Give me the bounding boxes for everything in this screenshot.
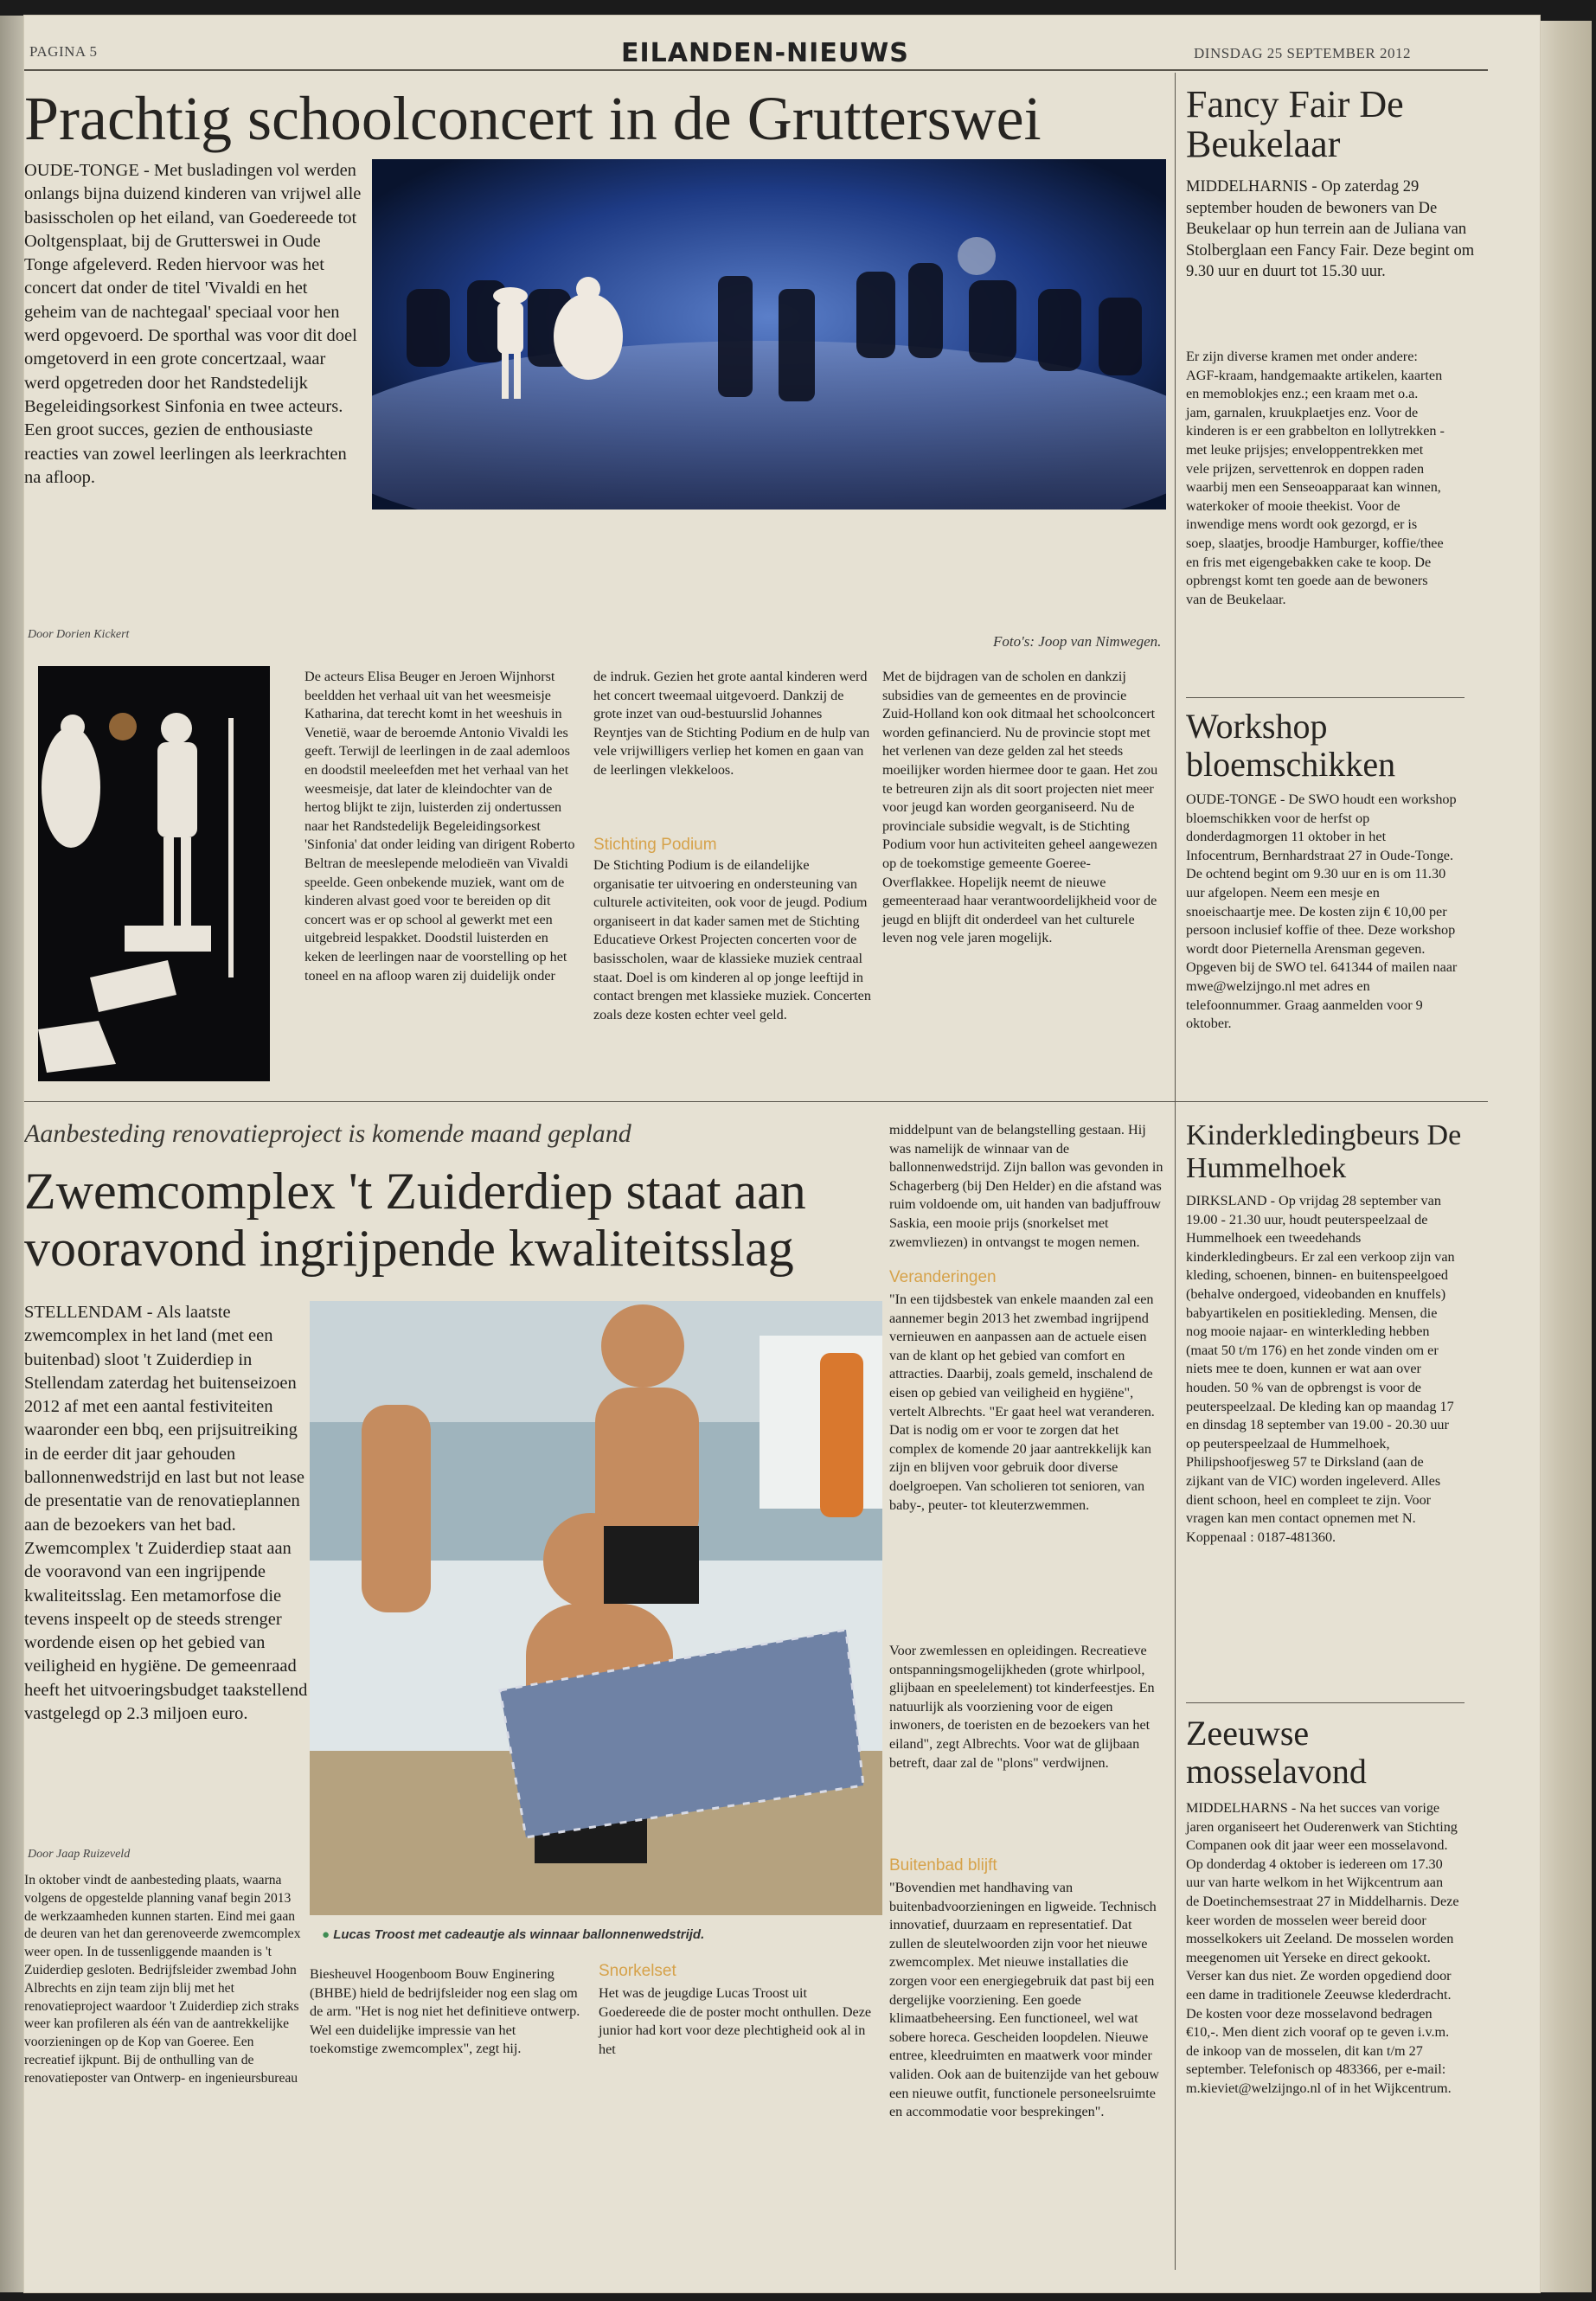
zwem-col-1: Biesheuvel Hoogenboom Bouw Enginering (BHBE) hield de bedrijfsleider nog een slag om de arm. "Het is nog niet het definitieve ontwerp. Wel een duidelijke impressie van het toekomstige zwemcomplex", zegt hij. (310, 1966, 580, 2057)
pool-caption (322, 1927, 704, 1942)
header-rule (24, 69, 1488, 71)
subhead-buitenbad: Buitenbad blijft (889, 1856, 997, 1875)
newspaper-page (24, 16, 1540, 2292)
subhead-stichting-podium: Stichting Podium (593, 836, 717, 854)
kinder-headline: Kinderkledingbeurs De Hummelhoek (1186, 1119, 1462, 1184)
previous-page-edge (0, 16, 24, 2292)
workshop-body: OUDE-TONGE - De SWO houdt een workshop bloemschikken voor de herfst op donderdagmorgen 11 oktober in het Infocentrum, Bernhardstraat 27 in Oude-Tonge. De ochtend begint om 9.30 uur en is om 11.30 uur afgelopen. Neem een mesje en snoeischaartje mee. De kosten zijn € 10,00 per persoon inclusief koffie of thee. Deze workshop wordt door Pieternella Arensman gegeven. Opgeven bij de SWO tel. 641344 of mailen naar mwe@welzijngo.nl met adres en telefoonnummer. Graag aanmelden voor 9 oktober. (1186, 792, 1458, 1032)
section-rule (24, 1101, 1488, 1102)
issue-date: DINSDAG 25 SEPTEMBER 2012 (1194, 45, 1411, 61)
workshop-headline: Workshop bloemschikken (1186, 707, 1396, 784)
zwem-col-3a: middelpunt van de belangstelling gestaan. Hij was namelijk de winnaar van de ballonnenwedstrijd. Zijn ballon was gevonden in Schagerberg (bij Den Helder) en die afstand was ruim voldoende om, uit handen van badjuffrouw Saskia, een mooie prijs (snorkelset met zwemvliezen) in ontvangst te mogen nemen. (889, 1122, 1163, 1250)
zwem-lead: STELLENDAM - Als laatste zwemcomplex in het land (met een buitenbad) sloot 't Zuiderdiep in Stellendam zaterdag het buitenseizoen 2012 af met een aantal festiviteiten waaronder een bbq, een prijsuitreiking in de eerder dit jaar gehouden ballonnenwedstrijd en last but not lease de presentatie van de renovatieplannen aan de bezoekers van het bad. Zwemcomplex 't Zuiderdiep staat aan de vooravond van een ingrijpende kwaliteitsslag. Een metamorfose die tevens inspeelt op de steeds strenger wordende eisen op het gebied van veiligheid en hygiëne. De gemeenraad heeft het uitvoeringsbudget taakstellend vastgelegd op 2.3 miljoen euro. (24, 1303, 308, 1724)
kinder-body: DIRKSLAND - Op vrijdag 28 september van 19.00 - 21.30 uur, houdt peuterspeelzaal de Hummelhoek een tweedehands kinderkledingbeurs. Er zal een verkoop zijn van kleding, schoenen, binnen- en buitenspeelgoed (behalve ondergoed, videobanden en knuffels) babyartikelen en positiekleding. Mensen, die nog mooie najaar- en winterkleding hebben (maat 50 t/m 176) en het zonde vinden om er niets mee te doen, kunnen er wat aan over houden. 50 % van de opbrengst is voor de peuterspeelzaal. De kleding kan op maandag 17 en dinsdag 18 september van 19.00 - 20.30 uur op peuterspeelzaal de Hummelhoek, Philipshoofjesweg 57 te Dirksland (aan de zijkant van de VIC) worden ingeleverd. Alles dient schoon, heel en compleet te zijn. Voor vragen kan men contact opnemen met N. Koppenaal : 0187-481360. (1186, 1193, 1455, 1545)
page-label: PAGINA 5 (29, 43, 98, 60)
concert-byline: Door Dorien Kickert (28, 628, 130, 641)
sidebar-divider (1186, 697, 1465, 698)
mossel-body: MIDDELHARNS - Na het succes van vorige jaren organiseert het Ouderenwerk van Stichting Companen ook dit jaar weer een mosselavond. Op donderdag 4 oktober is iedereen om 17.30 uur van harte welkom in het Wijkcentrum aan de Doetinchemsestraat 27 in Middelharnis. Deze keer worden de mosselen weer bereid door mosselkokers uit Zeeland. De mosselen worden meegenomen uit Yerseke en direct gekookt. Verser kan dus niet. Ze worden opgediend door een dame in traditionele Zeeuwse klederdracht. De kosten voor deze mosselavond bedragen €10,-. Men dient zich vooraf op te geven i.v.m. de inkoop van de mosselen, dit kan t/m 27 september. Telefonisch op 483366, per e-mail: m.kieviet@welzijngo.nl of in het Wijkcentrum. (1186, 1800, 1459, 2096)
pool-photo (310, 1301, 882, 1915)
fancy-fair-body: Er zijn diverse kramen met onder andere: AGF-kraam, handgemaakte artikelen, kaarten en memoblokjes enz.; een kraam met o.a. jam, garnalen, kruukplaetjes enz. Voor de kinderen is er een grabbelton en lollytrekken - met leuke prijsjes; enveloppentrekken met vele prijzen, servettenrok en doppen raden waarbij men een Senseoapparaat kan winnen, waterkoker of mooie theekist. Voor de inwendige mens wordt ook gezorgd, er is soep, slaatjes, broodje Hamburger, koffie/thee en fris met eigengebakken cake te koop. De opbrengst komt ten goede aan de bewoners van de Beukelaar. (1186, 349, 1445, 607)
zwem-col-2: Het was de jeugdige Lucas Troost uit Goedereede die de poster mocht onthullen. Deze junior had kort voor deze plechtigheid ook al in het (599, 1985, 872, 2057)
zwem-byline: Door Jaap Ruizeveld (28, 1848, 131, 1861)
zwem-col-3c: Voor zwemlessen en opleidingen. Recreatieve ontspanningsmogelijkheden (grote whirlpool, glijbaan en speelelement) tot kinderfeestjes. En natuurlijk als voorziening voor de eigen inwoners, de toeristen en de bezoekers van het eiland", zegt Albrechts. Voor wat de glijbaan betreft, daar zal de "plons" verdwijnen. (889, 1643, 1155, 1771)
concert-lead: OUDE-TONGE - Met busladingen vol werden onlangs bijna duizend kinderen van vrijwel alle basisscholen op het eiland, van Goedereede tot Ooltgensplaat, bij de Grutterswei in Oude Tonge afgeleverd. Reden hiervoor was het concert dat onder de titel 'Vivaldi en het geheim van de nachtegaal' speciaal voor hen werd opgevoerd. De sporthal was voor dit doel omgetoverd in een grote concertzaal, waar werd opgetreden door het Randstedelijk Begeleidingsorkest Sinfonia en twee acteurs. Een groot succes, gezien de enthousiaste reacties van zowel leerlingen als leerkrachten na afloop. (24, 161, 362, 487)
zwem-headline: Zwemcomplex 't Zuiderdiep staat aan vooravond ingrijpende kwaliteitsslag (24, 1163, 806, 1277)
masthead: EILANDEN-NIEUWS (621, 38, 909, 68)
zwem-col-3d: "Bovendien met handhaving van buitenbadvoorzieningen en ligweide. Technisch innovatief, duurzaam en representatief. Dat zullen de sleutelwoorden zijn voor het nieuwe zwemcomplex. Met nieuwe installaties die zorgen voor een energiegebruik dat past bij een dergelijke voorziening. Een goede klimaatbeheersing. Een functioneel, wel wat sobere horeca. Gescheiden loopdelen. Nieuwe entree, kleedruimten en maatwerk voor minder validen. Ook aan de buitenzijde van het gebouw een nieuwe outfit, functionele personeelsruimte en accommodatie voor besprekingen". (889, 1880, 1159, 2120)
zwem-kicker: Aanbesteding renovatieproject is komende maand gepland (24, 1119, 631, 1148)
subhead-veranderingen: Veranderingen (889, 1268, 997, 1286)
photo-credit: Foto's: Joop van Nimwegen. (993, 633, 1162, 650)
concert-photo (372, 159, 1166, 510)
sidebar-divider-2 (1186, 1702, 1465, 1703)
caption-bullet-icon: ● (322, 1927, 330, 1942)
concert-col-2a: de indruk. Gezien het grote aantal kinderen werd het concert tweemaal uitgevoerd. Dankzij de grote inzet van oud-bestuurslid Johannes Reyntjes van de Stichting Podium en de hulp van vele vrijwilligers verliep het komen en gaan van de leerlingen vlekkeloos. (593, 669, 870, 778)
subhead-snorkelset: Snorkelset (599, 1962, 676, 1980)
fancy-fair-lead: MIDDELHARNIS - Op zaterdag 29 september houden de bewoners van De Beukelaar op hun terrein aan de Juliana van Stolberglaan een Fancy Fair. Deze begint om 9.30 uur en duurt tot 15.30 uur. (1186, 178, 1475, 281)
concert-headline: Prachtig schoolconcert in de Grutterswei (24, 85, 1042, 153)
zwem-col-3b: "In een tijdsbestek van enkele maanden zal een aannemer begin 2013 het zwembad ingrijpend vernieuwen en aanpassen aan de actuele eisen van de klant op het gebied van comfort en attracties. Daarbij, zoals gemeld, inschalend de eisen op gebied van veiligheid en hygiëne", vertelt Albrechts. "Er gaat heel wat veranderen. Dat is nodig om er voor te zorgen dat het complex de komende 20 jaar aantrekkelijk kan zijn en blijven voor gebruik door diverse doelgroepen. Van scholieren tot senioren, van baby-, peuter- tot kleuterzwemmen. (889, 1292, 1155, 1513)
page-stack-edge (1540, 21, 1592, 2292)
mossel-headline: Zeeuwse mosselavond (1186, 1714, 1367, 1791)
concert-col-3: Met de bijdragen van de scholen en dankzij subsidies van de gemeentes en de provincie Zuid-Holland kon ook ditmaal het schoolconcert worden gefinancierd. Nu de provincie stopt met het verlenen van deze gelden zal het steeds moeilijker worden hiermee door te gaan. Het zou te betreuren zijn als dit soort projecten niet meer voor jeugd kan worden georganiseerd. Nu de provinciale subsidie wegvalt, is de Stichting Podium voor hun activiteiten geheel aangewezen op de toekomstige gemeente Goeree-Overflakkee. Hopelijk neemt de nieuwe gemeenteraad haar verantwoordelijkheid voor de jeugd en blijft dit onderdeel van het culturele leven nog vele jaren mogelijk. (882, 669, 1158, 946)
zwem-col-0: In oktober vindt de aanbesteding plaats, waarna volgens de opgestelde planning vanaf begin 2013 de werkzaamheden kunnen starten. Eind mei gaan de deuren van het dan gerenoveerde zwemcomplex weer open. In de tussenliggende maanden is 't Zuiderdiep gesloten. Bedrijfsleider zwembad John Albrechts en zijn team zijn blij met het renovatieproject waardoor 't Zuiderdiep zich straks weer kan profileren als één van de aantrekkelijke voorzieningen op de Kop van Goeree. Een recreatief ijkpunt. Bij de onthulling van de renovatieposter van Ontwerp- en ingenieursbureau (24, 1873, 301, 2086)
fancy-fair-headline: Fancy Fair De Beukelaar (1186, 83, 1404, 165)
concert-col-1: De acteurs Elisa Beuger en Jeroen Wijnhorst beeldden het verhaal uit van het weesmeisje Katharina, dat terecht komt in het weeshuis in Venetië, waar de beroemde Antonio Vivaldi les geeft. Terwijl de leerlingen in de zaal ademloos en doodstil meeleefden met het verhaal van het weesmeisje, dat later de kleindochter van de hertog blijkt te zijn, luisterden zij ondertussen naar het Randstedelijk Begeleidingsorkest 'Sinfonia' dat onder leiding van dirigent Roberto Beltran de meeslepende melodieën van Vivaldi speelde. Geen onbekende muziek, want om de kinderen alvast goed voor te bereiden op dit concert was er op school al gewerkt met een uitgebreid lespakket. Doodstil luisterden en keken de leerlingen naar de voorstelling op het toneel en na afloop waren zij duidelijk onder (304, 669, 575, 984)
sidebar-rule (1175, 73, 1176, 2270)
actors-photo (38, 666, 270, 1081)
concert-col-2b: De Stichting Podium is de eilandelijke organisatie ter uitvoering en ondersteuning van culturele activiteiten, ook voor de jeugd. Podium organiseert in dat kader samen met de Stichting Educatieve Orkest Projecten concerten voor de basisscholen, waar de klassieke muziek centraal staat. Doel is om kinderen al op jonge leeftijd in contact brengen met klassieke muziek. Concerten zoals deze kosten echter veel geld. (593, 857, 871, 1022)
pool-caption-text: Lucas Troost met cadeautje als winnaar ballonnenwedstrijd. (333, 1927, 705, 1942)
